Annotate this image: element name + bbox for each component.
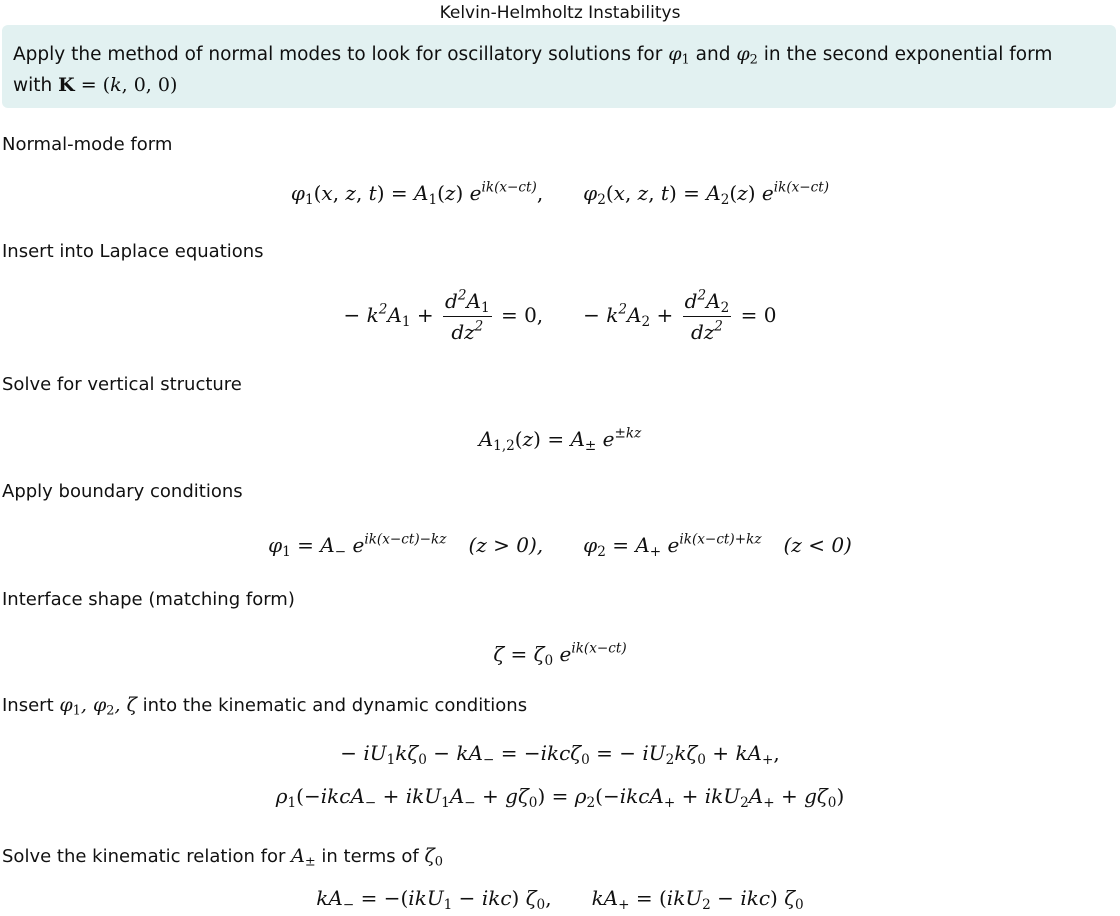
step-label-normal-mode: Normal-mode form (2, 134, 173, 155)
step-label-laplace: Insert into Laplace equations (2, 241, 264, 262)
step-label-insert (2, 693, 527, 718)
prompt-text-4: with (13, 75, 59, 96)
math-phi1: $\varphi_1$ (668, 43, 690, 68)
equation-boundary: $\varphi_1 = A_-$ $e^{ik(x-ct)-kz}$ (z > 0), $\varphi_2 = A_+$ $e^{ik(x-ct)+kz}$ (z < 0) (268, 531, 852, 560)
math-a-pm: $A_\pm$ (291, 845, 316, 870)
equation-kinematic: − $iU_1k\zeta_0 - kA_- = -ikc\zeta_0$ = − $iU_2k\zeta_0 + kA_+$, (340, 741, 780, 768)
step-label-vertical: Solve for vertical structure (2, 374, 242, 395)
step-label-interface: Interface shape (matching form) (2, 589, 295, 610)
equation-normal-mode: $\varphi_1(x$, z, $t) = A_1(z)$ $e^{ik(x-ct)}$, $\varphi_2(x$, z, $t) = A_2(z)$ $e^{ik(x-ct)}$ (290, 179, 830, 208)
equation-vertical: $A_{1,2}(z) = A_\pm$ $e^{\pm kz}$ (478, 425, 642, 454)
prompt-text-2: and (689, 44, 737, 65)
solve-prefix: Solve the kinematic relation for (2, 846, 292, 867)
condition-lower: (z < 0) (783, 533, 852, 557)
math-phi-zeta: $\varphi_1$, $\varphi_2$, ζ (59, 694, 137, 719)
step-label-boundary: Apply boundary conditions (2, 481, 243, 502)
solve-mid: in terms of (315, 846, 425, 867)
math-phi2: $\varphi_2$ (736, 43, 758, 68)
math-zeta0: $\zeta_0$ (424, 845, 443, 870)
prompt-text-3: in the second exponential form (757, 44, 1053, 65)
insert-prefix: Insert (2, 695, 60, 716)
condition-upper: (z > 0), (468, 533, 544, 557)
equation-laplace: − $k^2A_1$ + $\frac{d^2A_1}{dz^2}$ = 0, − $k^2A_2$ + $\frac{d^2A_2}{dz^2}$ = 0 (343, 287, 777, 344)
equation-interface: $\zeta = \zeta_0$ $e^{ik(x-ct)}$ (493, 640, 627, 669)
insert-suffix: into the kinematic and dynamic conditions (136, 695, 528, 716)
math-k-vector: K = (k, 0, 0) (58, 74, 178, 96)
page-title: Kelvin-Helmholtz Instabilitys (439, 3, 681, 23)
problem-statement (2, 25, 1116, 108)
equation-solve: $kA_- = -(ikU_1 - ikc)$ $\zeta_0$, $kA_+ = (ikU_2 - ikc)$ $\zeta_0$ (316, 886, 804, 913)
equation-dynamic: $\rho_1(-ikcA_- + ikU_1A_- + g\zeta_0)$ = $\rho_2(-ikcA_+ + ikU_2A_+ + g\zeta_0)$ (275, 784, 845, 811)
step-label-solve (2, 844, 443, 869)
prompt-text-1: Apply the method of normal modes to look for oscillatory solutions for (13, 44, 669, 65)
